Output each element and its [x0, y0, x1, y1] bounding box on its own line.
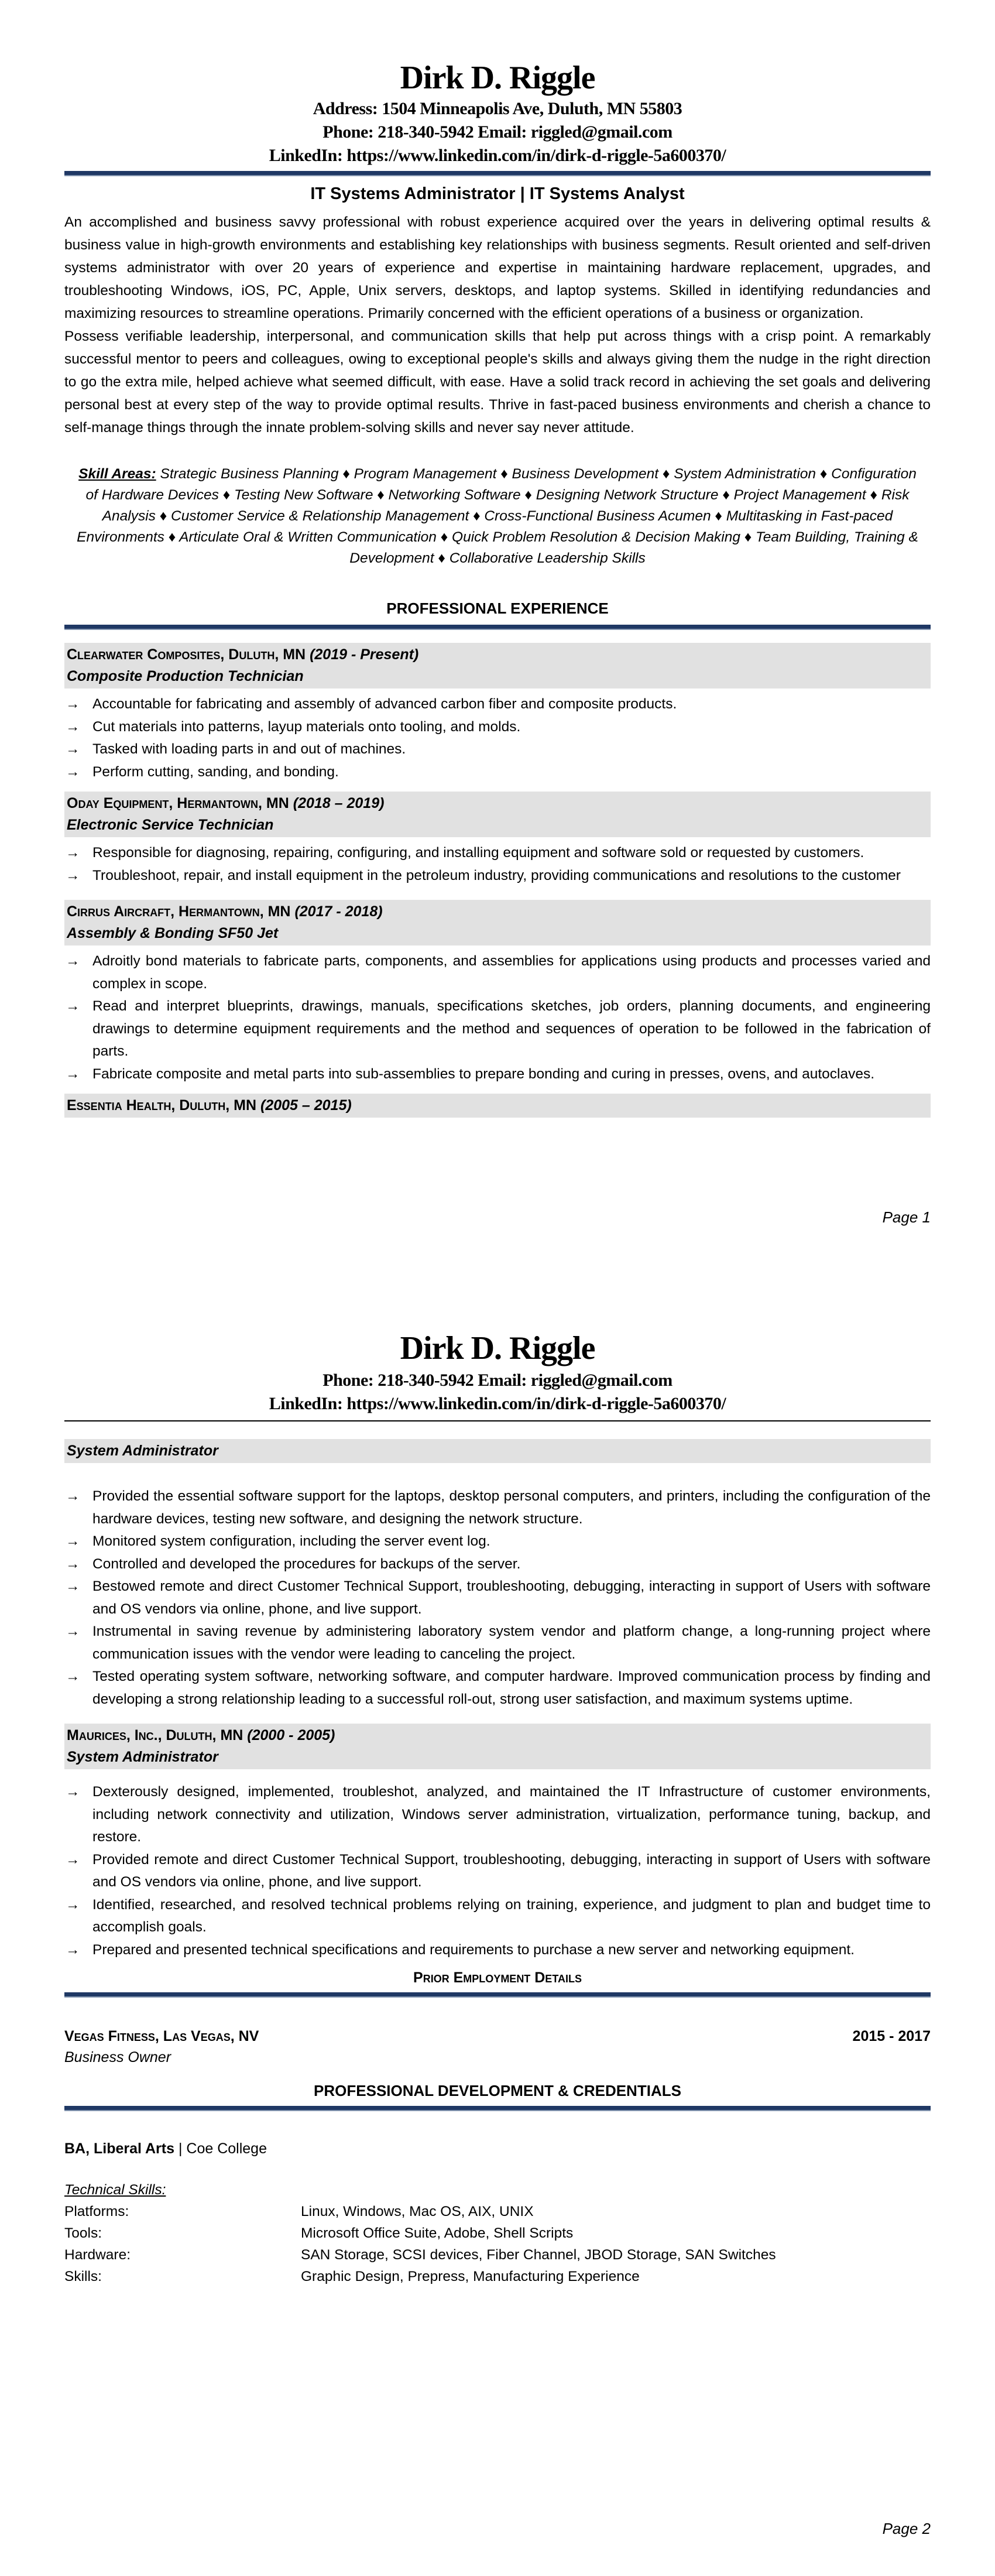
tech-key: Hardware:	[64, 2247, 131, 2263]
arrow-icon: →	[66, 696, 80, 712]
bullet-text: Provided remote and direct Customer Technical Support, troubleshooting, debugging, interacting in support of Users with software and OS vendors via online, phone, and live support.	[92, 1851, 931, 1890]
school: Coe College	[186, 2140, 267, 2157]
tech-value: Graphic Design, Prepress, Manufacturing Experience	[301, 2269, 640, 2284]
page-number: Page 1	[882, 1208, 931, 1226]
company: Cirrus Aircraft, Hermantown, MN	[67, 903, 291, 920]
tech-value: Linux, Windows, Mac OS, AIX, UNIX	[301, 2204, 534, 2219]
bullet-text: Controlled and developed the procedures for backups of the server.	[92, 1556, 521, 1572]
candidate-name: Dirk D. Riggle	[400, 1330, 595, 1366]
bullet-text: Bestowed remote and direct Customer Technical Support, troubleshooting, debugging, interacting in support of Users with software and OS vendors via online, phone, and live support.	[92, 1578, 931, 1617]
page-number: Page 2	[882, 2520, 931, 2537]
bullet-text: Tested operating system software, networking software, and computer hardware. Improved communication process by finding and developing a strong relationship leading to a successful roll-out, strong user satisfaction, and maximum systems uptime.	[92, 1669, 931, 1707]
technical-skills	[64, 2179, 931, 2287]
arrow-icon: →	[66, 1578, 80, 1594]
job-header	[64, 900, 931, 946]
separator: |	[174, 2140, 187, 2157]
arrow-icon: →	[66, 1066, 80, 1082]
resume-header	[64, 1330, 931, 2287]
section-heading-credentials: PROFESSIONAL DEVELOPMENT & CREDENTIALS	[314, 2082, 681, 2099]
linkedin: LinkedIn: https://www.linkedin.com/in/dirk-d-riggle-5a600370/	[269, 146, 726, 165]
arrow-icon: →	[66, 1896, 80, 1913]
divider	[64, 2106, 931, 2111]
bullet-text: Monitored system configuration, including the server event log.	[92, 1533, 490, 1549]
phone-email: Phone: 218-340-5942 Email: riggled@gmail.com	[322, 122, 673, 142]
list-item	[64, 1575, 931, 1621]
job-role: Electronic Service Technician	[67, 817, 274, 833]
job-role: Business Owner	[64, 2049, 171, 2065]
company: Essentia Health, Duluth, MN	[67, 1097, 257, 1114]
list-item	[64, 716, 931, 739]
job-dates: (2019 - Present)	[310, 646, 419, 663]
arrow-icon: →	[66, 1851, 80, 1868]
list-item	[64, 1849, 931, 1894]
arrow-icon: →	[66, 953, 80, 969]
bullet-text: Identified, researched, and resolved technical problems relying on training, experience, and judgment to plan and budget time to accomplish goals.	[92, 1896, 931, 1935]
section-heading-prior-employment: Prior Employment Details	[413, 1969, 582, 1986]
page-2	[0, 1288, 995, 2576]
tech-key: Platforms:	[64, 2204, 129, 2219]
bullet-text: Perform cutting, sanding, and bonding.	[92, 763, 339, 780]
company: Maurices, Inc., Duluth, MN	[67, 1727, 243, 1743]
bullet-text: Provided the essential software support for the laptops, desktop personal computers, and printers, including the configuration of the hardware devices, testing new software, and designing the network structure.	[92, 1488, 931, 1527]
divider	[64, 625, 931, 630]
list-item	[64, 738, 931, 761]
job-header	[64, 643, 931, 688]
job-dates: 2015 - 2017	[852, 2028, 931, 2044]
job-bullets	[64, 950, 931, 1085]
tech-row	[64, 2201, 931, 2222]
job-header	[64, 1094, 931, 1118]
arrow-icon: →	[66, 1941, 80, 1958]
phone-email: Phone: 218-340-5942 Email: riggled@gmail.com	[322, 1371, 673, 1390]
list-item	[64, 1666, 931, 1711]
list-item	[64, 1063, 931, 1086]
divider	[64, 171, 931, 176]
arrow-icon: →	[66, 763, 80, 780]
job-bullets	[64, 842, 931, 887]
list-item	[64, 842, 931, 865]
arrow-icon: →	[66, 741, 80, 757]
company: Oday Equipment, Hermantown, MN	[67, 795, 289, 811]
tech-value: SAN Storage, SCSI devices, Fiber Channel, JBOD Storage, SAN Switches	[301, 2247, 776, 2263]
company: Clearwater Composites, Duluth, MN	[67, 646, 306, 663]
skill-areas-label: Skill Areas:	[78, 466, 156, 482]
candidate-name: Dirk D. Riggle	[400, 60, 595, 96]
arrow-icon: →	[66, 1533, 80, 1549]
tech-row	[64, 2222, 931, 2244]
list-item	[64, 995, 931, 1063]
tech-key: Skills:	[64, 2269, 102, 2284]
tech-row	[64, 2244, 931, 2266]
job-dates: (2017 - 2018)	[294, 903, 383, 920]
arrow-icon: →	[66, 1784, 80, 1800]
technical-skills-label: Technical Skills:	[64, 2182, 166, 2198]
arrow-icon: →	[66, 1623, 80, 1639]
bullet-text: Fabricate composite and metal parts into sub-assemblies to prepare bonding and curing in presses, ovens, and autoclaves.	[92, 1066, 875, 1082]
job-header	[64, 1724, 931, 1769]
list-item	[64, 1781, 931, 1849]
job-bullets	[64, 693, 931, 783]
bullet-text: Instrumental in saving revenue by administering laboratory system vendor and platform change, a long-running project where communication issues with the vendor were leading to canceling the project.	[92, 1623, 931, 1662]
bullet-text: Accountable for fabricating and assembly of advanced carbon fiber and composite products.	[92, 696, 677, 712]
list-item	[64, 761, 931, 784]
list-item	[64, 950, 931, 995]
divider	[64, 1420, 931, 1421]
job-header	[64, 792, 931, 837]
skill-areas	[76, 464, 919, 569]
list-item	[64, 1553, 931, 1576]
bullet-text: Responsible for diagnosing, repairing, configuring, and installing equipment and software sold or requested by customers.	[92, 845, 864, 861]
bullet-text: Read and interpret blueprints, drawings, manuals, specifications sketches, job orders, planning documents, and engineering drawings to determine equipment requirements and the method and sequences of operation to be followed in the fabrication of parts.	[92, 998, 931, 1059]
job-role: Assembly & Bonding SF50 Jet	[67, 925, 279, 941]
tech-value: Microsoft Office Suite, Adobe, Shell Scripts	[301, 2225, 574, 2241]
job-dates: (2005 – 2015)	[260, 1097, 352, 1114]
arrow-icon: →	[66, 998, 80, 1014]
address: Address: 1504 Minneapolis Ave, Duluth, MN 55803	[313, 99, 682, 118]
bullet-text: Cut materials into patterns, layup materials onto tooling, and molds.	[92, 718, 521, 735]
skill-areas-list: Strategic Business Planning ♦ Program Management ♦ Business Development ♦ System Administration ♦ Configuration of Hardware Devices ♦ Testing New Software ♦ Networking Software ♦ Designing Network Structure ♦ Project Management ♦ Risk Analysis ♦ Customer Service & Relationship Management ♦ Cross-Functional Business Acumen ♦ Multitasking in Fast-paced Environments ♦ Articulate Oral & Written Communication ♦ Quick Problem Resolution & Decision Making ♦ Team Building, Training & Development ♦ Collaborative Leadership Skills	[77, 466, 918, 566]
section-heading-experience: PROFESSIONAL EXPERIENCE	[386, 600, 609, 617]
bullet-text: Tasked with loading parts in and out of machines.	[92, 741, 406, 757]
education	[64, 2138, 931, 2159]
job-header	[64, 1439, 931, 1463]
job-role: System Administrator	[67, 1749, 218, 1765]
list-item	[64, 1530, 931, 1553]
arrow-icon: →	[66, 1556, 80, 1572]
bullet-text: Troubleshoot, repair, and install equipment in the petroleum industry, providing communications and resolutions to the customer	[92, 867, 901, 883]
arrow-icon: →	[66, 718, 80, 735]
job-dates: (2018 – 2019)	[293, 795, 385, 811]
linkedin: LinkedIn: https://www.linkedin.com/in/dirk-d-riggle-5a600370/	[269, 1394, 726, 1413]
job-role: System Administrator	[67, 1443, 218, 1459]
list-item	[64, 1485, 931, 1530]
job-role: Composite Production Technician	[67, 668, 304, 684]
list-item	[64, 693, 931, 716]
job-dates: (2000 - 2005)	[247, 1727, 335, 1743]
tech-row	[64, 2266, 931, 2287]
bullet-text: Dexterously designed, implemented, troubleshot, analyzed, and maintained the IT Infrastructure of customer environments, including network connectivity and utilization, Windows server administration, virtualization, performance tuning, backup, and restore.	[92, 1784, 931, 1845]
arrow-icon: →	[66, 867, 80, 883]
arrow-icon: →	[66, 1488, 80, 1504]
arrow-icon: →	[66, 845, 80, 861]
resume-header	[64, 60, 931, 1118]
bullet-text: Prepared and presented technical specifications and requirements to purchase a new server and networking equipment.	[92, 1941, 855, 1958]
list-item	[64, 1621, 931, 1666]
professional-title: IT Systems Administrator | IT Systems Analyst	[310, 184, 685, 203]
divider	[64, 1992, 931, 1998]
bullet-text: Adroitly bond materials to fabricate parts, components, and assemblies for applications using products and processes varied and complex in scope.	[92, 953, 931, 992]
arrow-icon: →	[66, 1669, 80, 1684]
list-item	[64, 1894, 931, 1939]
summary-paragraph: An accomplished and business savvy professional with robust experience acquired over the years in delivering optimal results & business value in high-growth environments and establishing key relationships with business segments. Result oriented and self-driven systems administrator with over 20 years of experience and expertise in maintaining hardware replacement, upgrades, and troubleshooting Windows, iOS, PC, Apple, Unix servers, desktops, and laptop systems. Skilled in identifying redundancies and maximizing resources to streamline operations. Primarily concerned with the efficient operations of a business or organization.	[64, 214, 931, 321]
list-item	[64, 1939, 931, 1962]
company: Vegas Fitness, Las Vegas, NV	[64, 2028, 259, 2044]
summary-paragraph: Possess verifiable leadership, interpersonal, and communication skills that help put across things with a crisp point. A remarkably successful mentor to peers and colleagues, owing to exceptional people's skills and always giving them the nudge in the right direction to go the extra mile, helped achieve what seemed difficult, with ease. Have a solid track record in achieving the set goals and delivering personal best at every step of the way to provide optimal results. Thrive in fast-paced business environments and cherish a chance to self-manage things through the innate problem-solving skills and never say never attitude.	[64, 328, 931, 436]
tech-key: Tools:	[64, 2225, 102, 2241]
list-item	[64, 865, 931, 888]
degree: BA, Liberal Arts	[64, 2140, 175, 2157]
job-bullets	[64, 1485, 931, 1711]
job-bullets	[64, 1781, 931, 1961]
prior-job	[64, 2026, 931, 2047]
